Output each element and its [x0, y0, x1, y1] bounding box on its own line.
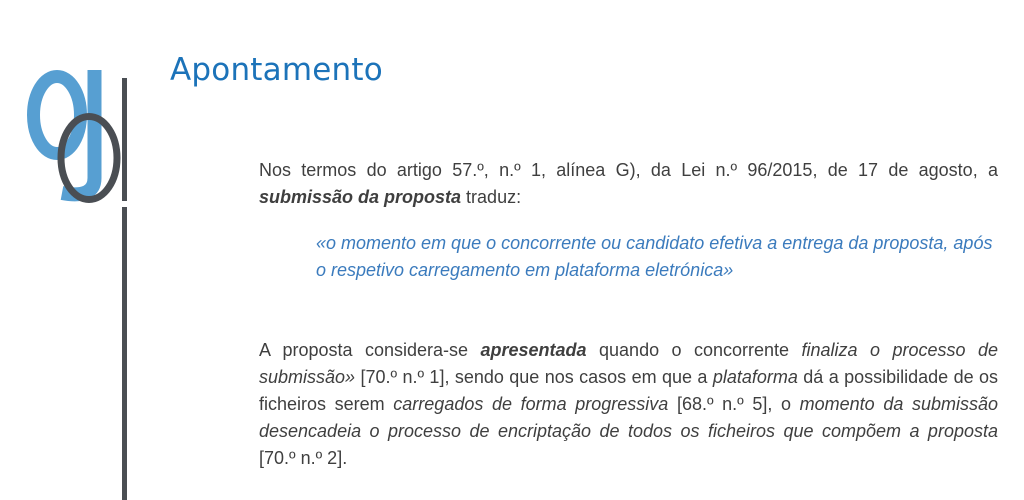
- text-run: finaliza o processo de submissão»: [259, 340, 999, 387]
- text-run: carregados de forma progressiva: [393, 394, 669, 414]
- text-run: momento da submissão desencadeia o processo de encriptação de todos os ficheiros que compõem a proposta: [259, 394, 998, 441]
- body-paragraph: [259, 337, 998, 472]
- gd-logo: [20, 60, 130, 205]
- text-run: A proposta considera-se: [259, 340, 481, 360]
- text-run: submissão da proposta: [259, 187, 462, 207]
- vertical-divider-top: [122, 78, 127, 201]
- text-run: quando o concorrente: [586, 340, 802, 360]
- text-run: apresentada: [480, 340, 587, 360]
- text-run: [70.º n.º 1], sendo que nos casos em que a: [355, 367, 713, 387]
- intro-paragraph: [259, 157, 998, 211]
- text-run: Nos termos do artigo 57.º, n.º 1, alínea G), da Lei n.º 96/2015, de 17 de agosto, a: [259, 160, 998, 180]
- legal-quote: «o momento em que o concorrente ou candidato efetiva a entrega da proposta, após o respetivo carregamento em plataforma eletrónica»: [316, 233, 993, 280]
- text-run: [68.º n.º 5], o: [668, 394, 800, 414]
- page-title: Apontamento: [170, 52, 383, 88]
- text-run: dá a possibilidade de os ficheiros serem: [259, 367, 999, 414]
- text-run: traduz:: [461, 187, 522, 207]
- vertical-divider-bottom: [122, 207, 127, 500]
- text-run: plataforma: [712, 367, 798, 387]
- text-run: [70.º n.º 2].: [259, 448, 348, 468]
